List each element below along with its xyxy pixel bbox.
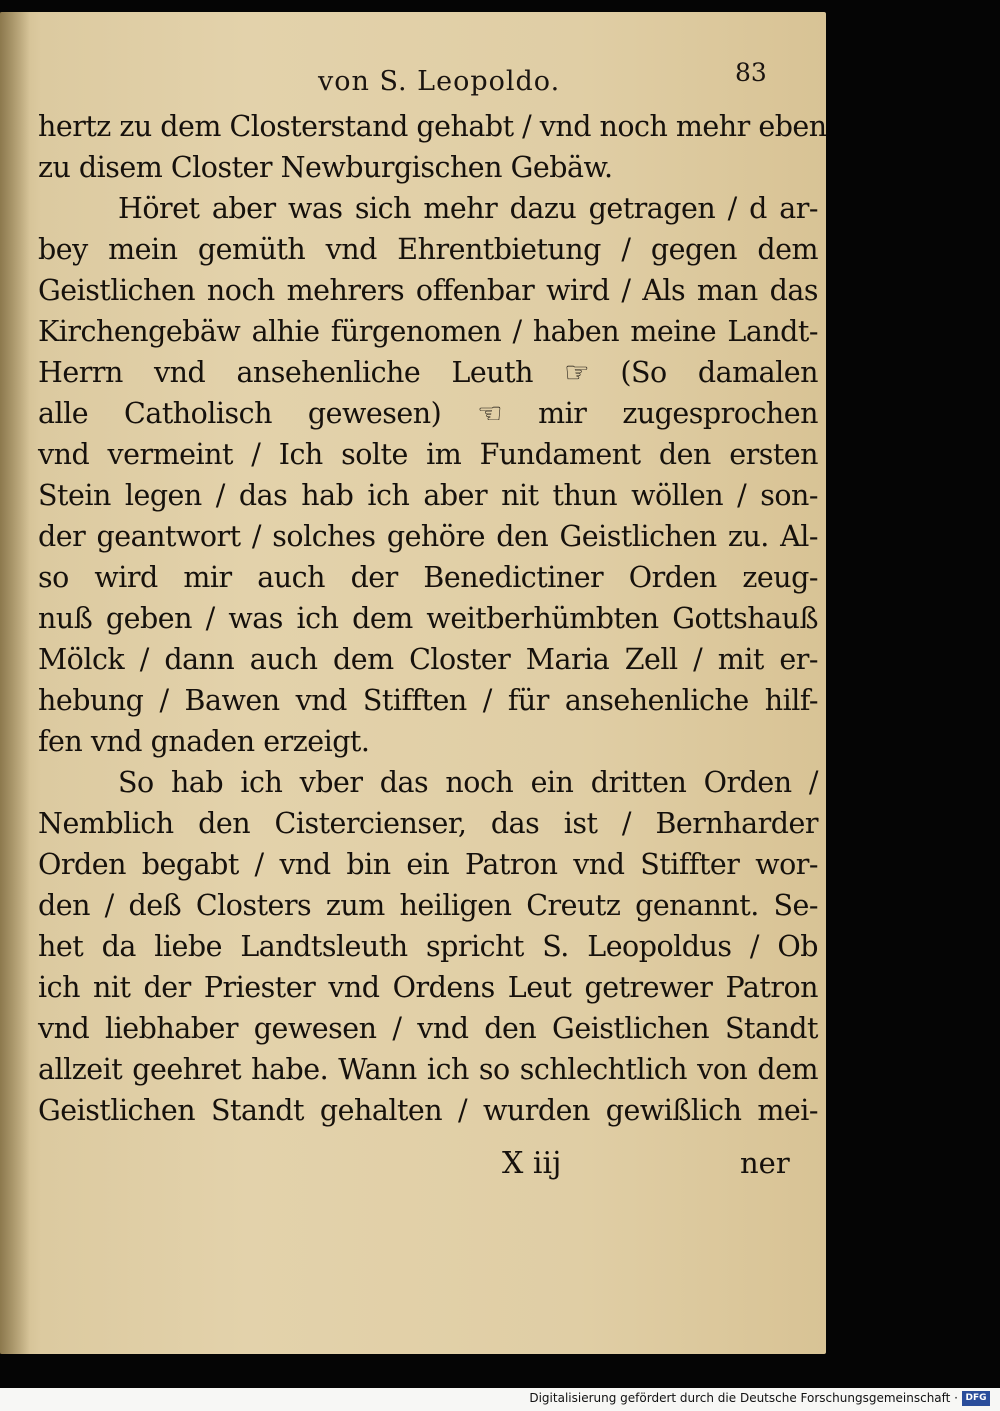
text-line: alle Catholisch gewesen) ☜ mir zugesprochen xyxy=(38,397,818,430)
text-line: vnd liebhaber gewesen / vnd den Geistlichen Standt xyxy=(38,1012,818,1045)
text-line: den / deß Closters zum heiligen Creutz genannt. Se- xyxy=(38,889,818,922)
footer-bar xyxy=(0,1388,1000,1411)
book-page xyxy=(0,12,826,1354)
text-line: allzeit geehret habe. Wann ich so schlechtlich von dem xyxy=(38,1053,818,1086)
text-line: Orden begabt / vnd bin ein Patron vnd Stiffter wor- xyxy=(38,848,818,881)
footer-credit: Digitalisierung gefördert durch die Deutsche Forschungsgemeinschaft · xyxy=(529,1391,958,1405)
text-line: vnd vermeint / Ich solte im Fundament den ersten xyxy=(38,438,818,471)
text-line: ich nit der Priester vnd Ordens Leut getrewer Patron xyxy=(38,971,818,1004)
body-text xyxy=(38,106,827,1131)
text-line: Nemblich den Cistercienser, das ist / Bernharder xyxy=(38,807,818,840)
text-line: nuß geben / was ich dem weitberhümbten Gottshauß xyxy=(38,602,818,635)
catchword: ner xyxy=(740,1146,790,1180)
text-line: Höret aber was sich mehr dazu getragen / d ar- xyxy=(118,192,818,225)
text-line: hertz zu dem Closterstand gehabt / vnd noch mehr eben xyxy=(38,110,827,143)
page-header xyxy=(0,58,826,98)
text-line: so wird mir auch der Benedictiner Orden zeug- xyxy=(38,561,818,594)
text-line: So hab ich vber das noch ein dritten Orden / xyxy=(118,766,818,799)
text-line: zu disem Closter Newburgischen Gebäw. xyxy=(38,151,613,184)
text-line: bey mein gemüth vnd Ehrentbietung / gegen dem xyxy=(38,233,818,266)
text-line: der geantwort / solches gehöre den Geistlichen zu. Al- xyxy=(38,520,818,553)
catchword-line xyxy=(0,1146,826,1190)
text-line: Geistlichen noch mehrers offenbar wird / Als man das xyxy=(38,274,818,307)
text-line: Mölck / dann auch dem Closter Maria Zell / mit er- xyxy=(38,643,818,676)
text-line: Herrn vnd ansehenliche Leuth ☞ (So damalen xyxy=(38,356,818,389)
text-line: het da liebe Landtsleuth spricht S. Leopoldus / Ob xyxy=(38,930,818,963)
signature-mark: X iij xyxy=(502,1146,562,1181)
text-line: fen vnd gnaden erzeigt. xyxy=(38,725,370,758)
page-number: 83 xyxy=(735,58,767,87)
dfg-logo-icon: DFG xyxy=(962,1391,990,1406)
text-line: hebung / Bawen vnd Stifften / für ansehenliche hilf- xyxy=(38,684,818,717)
running-title: von S. Leopoldo. xyxy=(318,66,561,97)
text-line: Geistlichen Standt gehalten / wurden gewißlich mei- xyxy=(38,1094,818,1127)
text-line: Stein legen / das hab ich aber nit thun wöllen / son- xyxy=(38,479,818,512)
text-line: Kirchengebäw alhie fürgenomen / haben meine Landt- xyxy=(38,315,818,348)
